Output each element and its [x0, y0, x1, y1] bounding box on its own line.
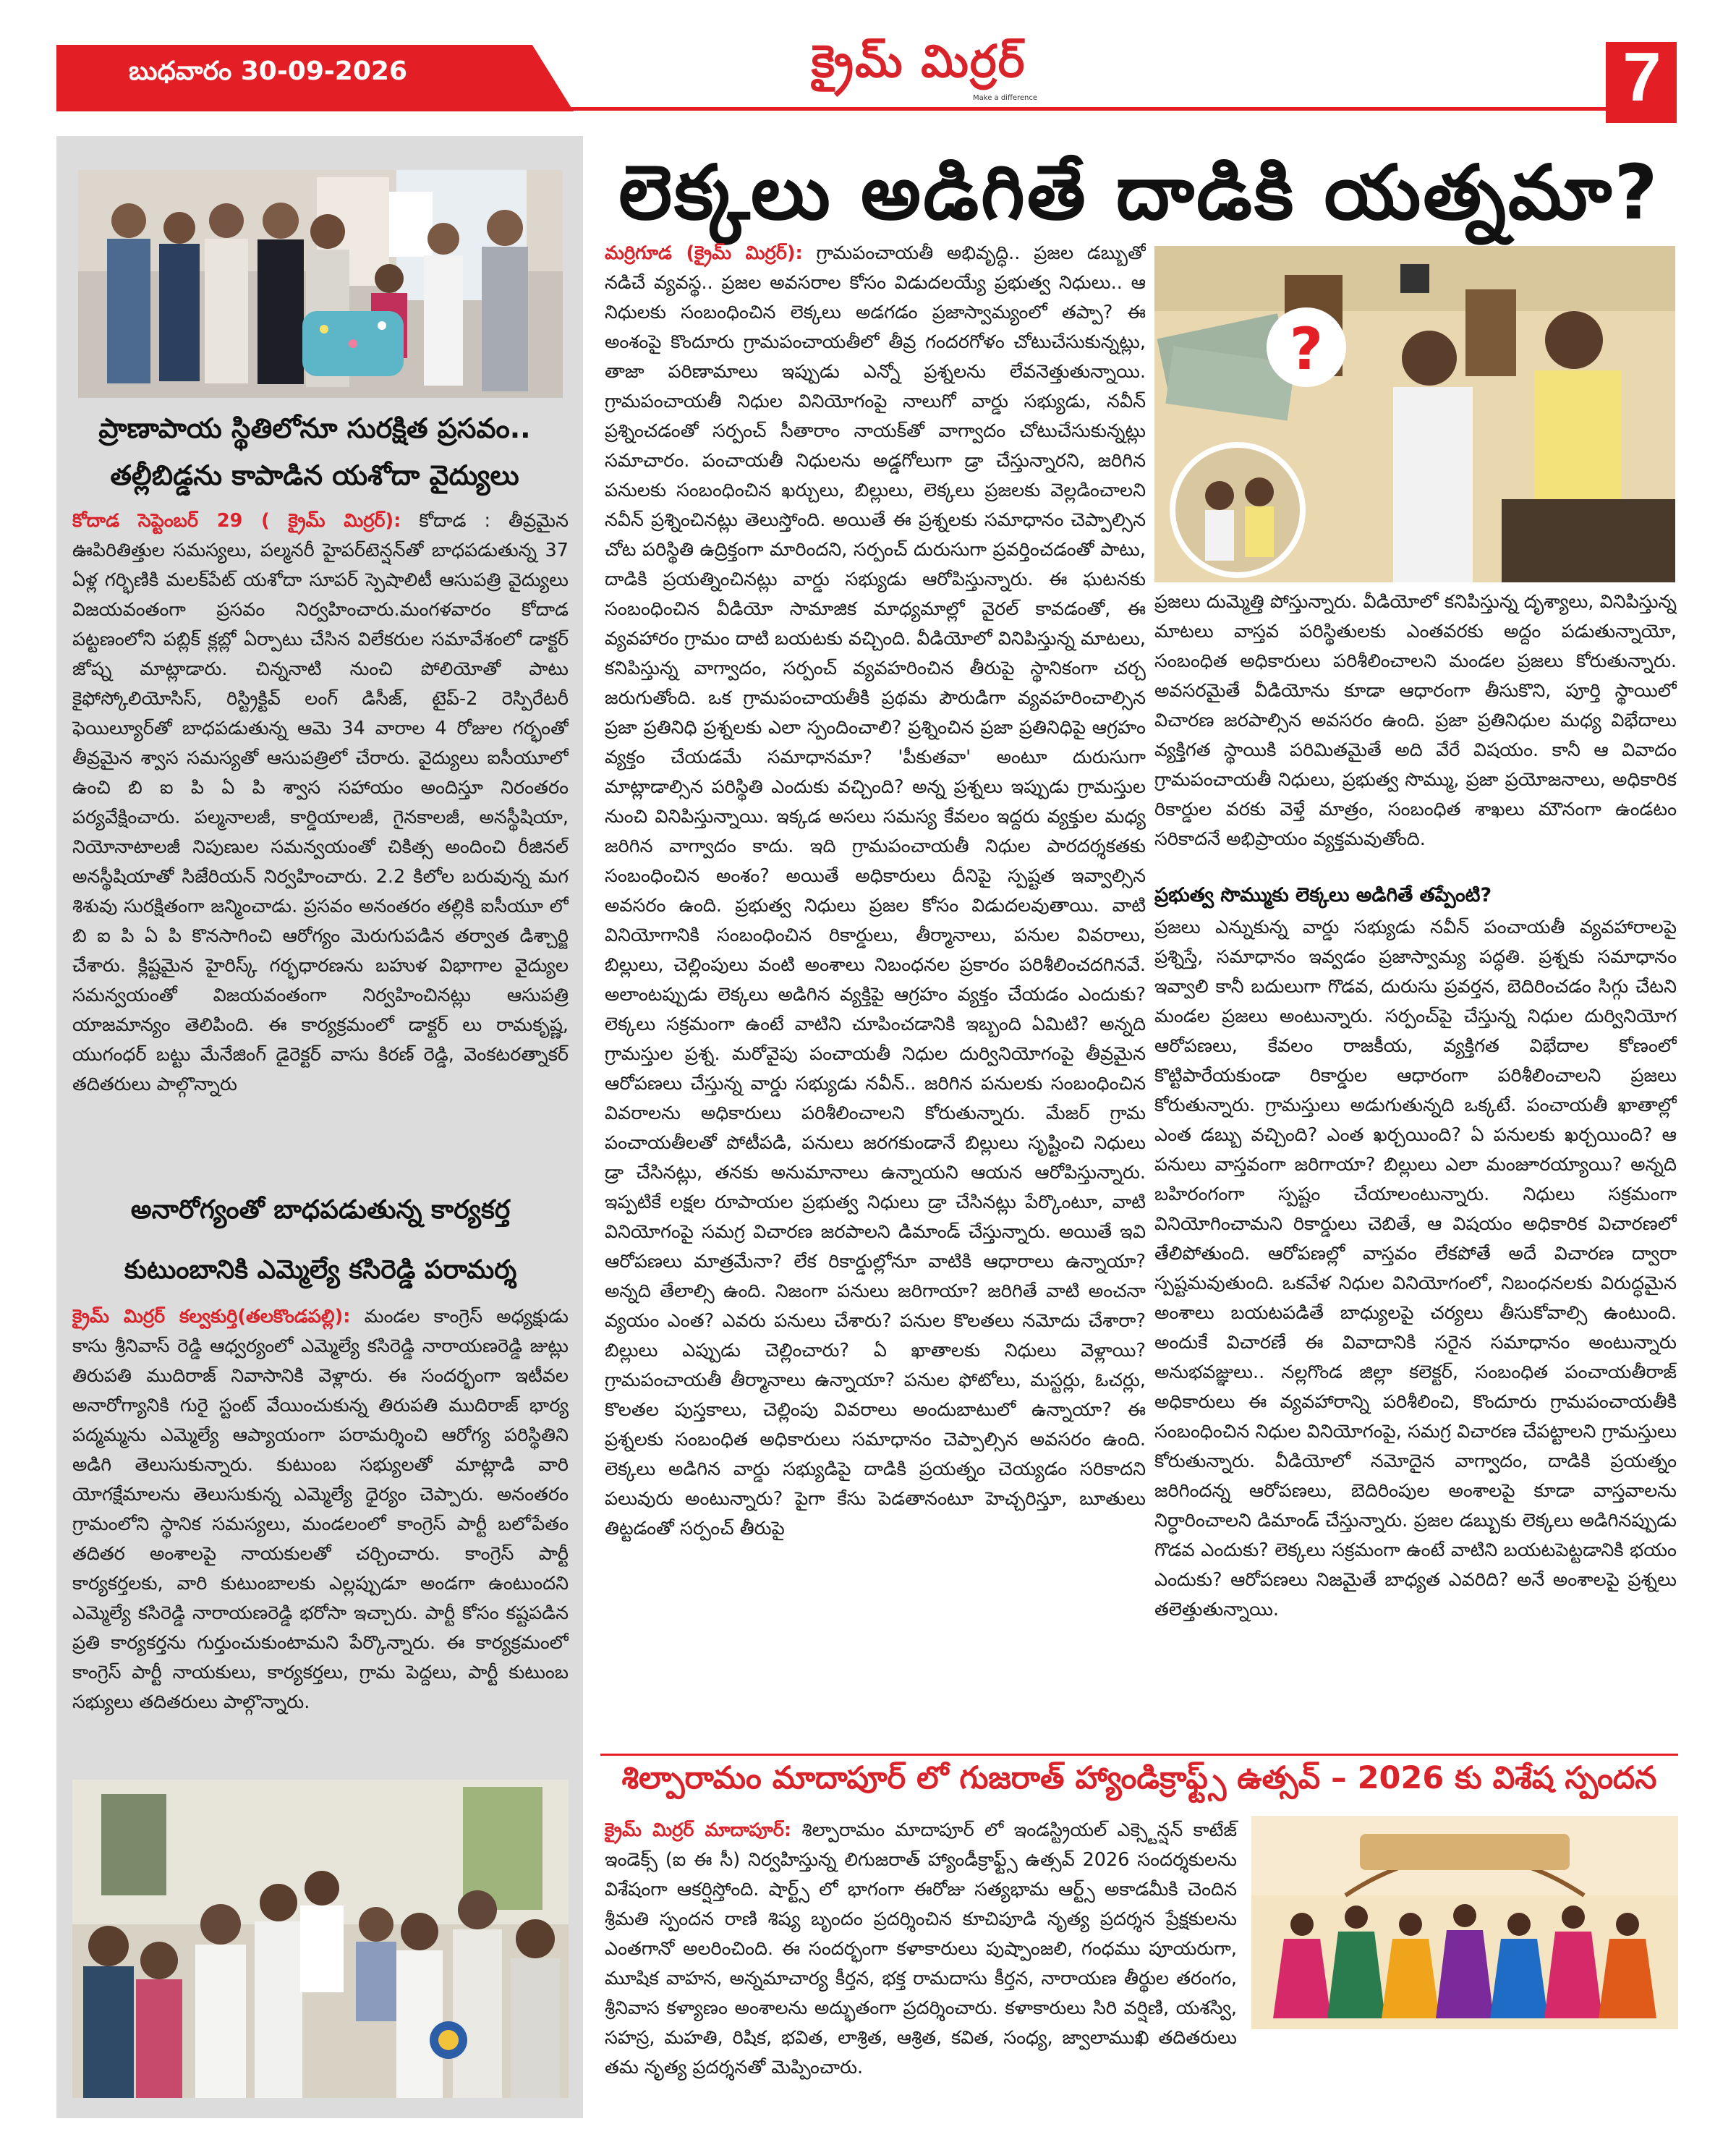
- page-number: 7: [1622, 38, 1661, 116]
- hospital-press-photo: [78, 170, 563, 398]
- logo-tagline: Make a difference: [973, 94, 1038, 102]
- story1-text: కోదాడ : తీవ్రమైన ఊపిరితిత్తుల సమస్యలు, పల్మనరీ హైపర్‌టెన్షన్‌తో బాధపడుతున్న 37 ఏళ్ల గర్భిణికి మలక్‌పేట్ యశోదా సూపర్ స్పెషాలిటీ ఆసుపత్రి వైద్యులు విజయవంతంగా ప్రసవం నిర్వహించారు.మంగళవారం కోదాడ పట్టణంలోని పబ్లిక్ క్లబ్లో ఏర్పాటు చేసిన విలేకరుల సమావేశంలో డాక్టర్ జోష్న మాట్లాడారు. చిన్ననాటి నుంచి పోలియోతో పాటు కైఫోస్కోలియోసిస్, రిస్ట్రిక్టివ్ లంగ్ డిసీజ్, టైప్-2 రెస్పిరేటరీ ఫెయిల్యూర్‌తో బాధపడుతున్న ఆమె 34 వారాల 4 రోజుల గర్భంతో తీవ్రమైన శ్వాస సమస్యతో ఆసుపత్రిలో చేరారు. వైద్యులు ఐసీయూలో ఉంచి బి ఐ పి ఏ పి శ్వాస సహాయం అందిస్తూ నిరంతరం పర్యవేక్షించారు. పల్మనాలజీ, కార్డియాలజీ, గైనకాలజీ, అనస్థీషియా, నియోనాటాలజీ నిపుణుల సమన్వయంతో చికిత్స అందించి రీజినల్ అనస్థీషియాతో సిజేరియన్ నిర్వహించారు. 2.2 కిలోల బరువున్న మగ శిశువు సురక్షితంగా జన్మించాడు. ప్రసవం అనంతరం తల్లికి ఐసీయూ లో బి ఐ పి ఏ పి కొనసాగించి ఆరోగ్యం మెరుగుపడిన తర్వాత డిశ్చార్జి చేశారు. క్లిష్టమైన హైరిస్క్ గర్భధారణను బహుళ విభాగాల వైద్యుల సమన్వయంతో విజయవంతంగా నిర్వహించినట్లు ఆసుపత్రి యాజమాన్యం తెలిపింది. ఈ కార్యక్రమంలో డాక్టర్ లు రామకృష్ణ, యుగంధర్ బట్టు మేనేజింగ్ డైరెక్టర్ వాసు కిరణ్ రెడ్డి, వెంకటరత్నాకర్ తదితరులు పాల్గొన్నారు: [72, 510, 569, 1095]
- main-story-col1: [605, 239, 1146, 1743]
- panchayat-dispute-photo: [1154, 246, 1675, 582]
- story2-dateline: క్రైమ్ మిర్రర్ కల్వకుర్తి(తలకొండపల్లి):: [72, 1306, 351, 1327]
- main-col2a-text: ప్రజలు దుమ్మెత్తి పోస్తున్నారు. వీడియోలో కనిపిస్తున్న దృశ్యాలు, వినిపిస్తున్న మాటలు వాస్తవ పరిస్థితులకు ఎంతవరకు అద్దం పడుతున్నాయో, సంబంధిత అధికారులు పరిశీలించాలని మండల ప్రజలు కోరుతున్నారు. అవసరమైతే వీడియోను కూడా ఆధారంగా తీసుకొని, పూర్తి స్థాయిలో విచారణ జరపాల్సిన అవసరం ఉంది. ప్రజా ప్రతినిధుల మధ్య విభేదాలు వ్యక్తిగత స్థాయికి పరిమితమైతే అది వేరే విషయం. కానీ ఆ వివాదం గ్రామపంచాయతీ నిధులు, ప్రభుత్వ సొమ్ము, ప్రజా ప్రయోజనాలు, అధికారిక రికార్డుల వరకు వెళ్తే మాత్రం, సంబంధిత శాఖలు మౌనంగా ఉండటం సరికాదనే అభిప్రాయం వ్యక్తమవుతోంది.: [1154, 591, 1677, 850]
- main-col1-text: గ్రామపంచాయతీ అభివృద్ధి.. ప్రజల డబ్బుతో నడిచే వ్యవస్థ.. ప్రజల అవసరాల కోసం విడుదలయ్యే ప్రభుత్వ నిధులు.. ఆ నిధులకు సంబంధించిన లెక్కలు అడగడం ప్రజాస్వామ్యంలో తప్పా? ఈ అంశంపై కొందూరు గ్రామపంచాయతీలో తీవ్ర గందరగోళం చోటుచేసుకున్నట్లు, తాజా పరిణామాలు ఇప్పుడు ఎన్నో ప్రశ్నలను లేవనెత్తుతున్నాయి. గ్రామపంచాయతీ నిధుల వినియోగంపై నాలుగో వార్డు సభ్యుడు, నవీన్ ప్రశ్నించడంతో సర్పంచ్ సీతారాం నాయక్‌తో వాగ్వాదం చోటుచేసుకున్నట్లు సమాచారం. పంచాయతీ నిధులను అడ్డగోలుగా డ్రా చేస్తున్నారని, జరిగిన పనులకు సంబంధించిన ఖర్చులు, బిల్లులు, లెక్కలు ప్రజలకు వెల్లడించాలని నవీన్ ప్రశ్నించినట్లు తెలుస్తోంది. అయితే ఈ ప్రశ్నలకు సమాధానం చెప్పాల్సిన చోట పరిస్థితి ఉద్రిక్తంగా మారిందని, సర్పంచ్ దురుసుగా ప్రవర్తించడంతో పాటు, దాడికి ప్రయత్నించినట్లు వార్డు సభ్యుడు ఆరోపిస్తున్నారు. ఈ ఘటనకు సంబంధించిన వీడియో సామాజిక మాధ్యమాల్లో వైరల్ కావడంతో, ఈ వ్యవహారం గ్రామం దాటి బయటకు వచ్చింది. వీడియోలో వినిపిస్తున్న మాటలు, కనిపిస్తున్న వాగ్వాదం, సర్పంచ్ వ్యవహరించిన తీరుపై స్థానికంగా చర్చ జరుగుతోంది. ఒక గ్రామపంచాయతీకి ప్రథమ పౌరుడిగా వ్యవహరించాల్సిన ప్రజా ప్రతినిధి ప్రశ్నలకు ఎలా స్పందించాలి? ప్రశ్నించిన ప్రజా ప్రతినిధిపై ఆగ్రహం వ్యక్తం చేయడమే సమాధానమా? 'పీకుతవా' అంటూ దురుసుగా మాట్లాడాల్సిన పరిస్థితి ఎందుకు వచ్చింది? అన్న ప్రశ్నలు ఇప్పుడు గ్రామస్తుల నుంచి వినిపిస్తున్నాయి. ఇక్కడ అసలు సమస్య కేవలం ఇద్దరు వ్యక్తుల మధ్య జరిగిన వాగ్వాదం కాదు. ఇది గ్రామపంచాయతీ నిధుల పారదర్శకతకు సంబంధించిన అంశం? అయితే అధికారులు దీనిపై స్పష్టత ఇవ్వాల్సిన అవసరం ఉంది. ప్రభుత్వ నిధులు ప్రజల కోసం విడుదలవుతాయి. వాటి వినియోగానికి సంబంధించిన రికార్డులు, తీర్మానాలు, పనుల వివరాలు, బిల్లులు, చెల్లింపులు వంటి అంశాలు నిబంధనల ప్రకారం పరిశీలించదగినవే. అలాంటప్పుడు లెక్కలు అడిగిన వ్యక్తిపై ఆగ్రహం వ్యక్తం చేయడం ఎందుకు? లెక్కలు సక్రమంగా ఉంటే వాటిని చూపించడానికి ఇబ్బంది ఏమిటి? అన్నది గ్రామస్తుల ప్రశ్న. మరోవైపు పంచాయతీ నిధుల దుర్వినియోగంపై తీవ్రమైన ఆరోపణలు చేస్తున్న వార్డు సభ్యుడు నవీన్.. జరిగిన పనులకు సంబంధించిన వివరాలను అధికారులు పరిశీలించాలని కోరుతున్నారు. మేజర్ గ్రామ పంచాయతీలతో పోటీపడి, పనులు జరగకుండానే బిల్లులు సృష్టించి నిధులు డ్రా చేసినట్లు, తనకు అనుమానాలు ఉన్నాయని ఆయన ఆరోపిస్తున్నారు. ఇప్పటికే లక్షల రూపాయల ప్రభుత్వ నిధులు డ్రా చేసినట్లు పేర్కొంటూ, వాటి వినియోగంపై సమగ్ర విచారణ జరపాలని డిమాండ్ చేస్తున్నారు. అయితే ఇవి ఆరోపణలు మాత్రమేనా? లేక రికార్డుల్లోనూ వాటికి ఆధారాలు ఉన్నాయా? అన్నది తేలాల్సి ఉంది. నిజంగా పనులు జరిగాయా? జరిగితే వాటి అంచనా వ్యయం ఎంత? ఎవరు పనులు చేశారు? పనుల కొలతలు నమోదు చేశారా? బిల్లులు ఎప్పుడు చెల్లించారు? ఏ ఖాతాలకు నిధులు వెళ్లాయి? గ్రామపంచాయతీ తీర్మానాలు ఉన్నాయా? పనుల ఫోటోలు, మస్టర్లు, ఓచర్లు, కొలతల పుస్తకాలు, చెల్లింపు వివరాలు అందుబాటులో ఉన్నాయా? ఈ ప్రశ్నలకు సంబంధిత అధికారులు సమాధానం చెప్పాల్సిన అవసరం ఉంది. లెక్కలు అడిగిన వార్డు సభ్యుడిపై దాడికి ప్రయత్నం చెయ్యడం సరికాదని పలువురు అంటున్నారు? పైగా కేసు పెడతానంటూ హెచ్చరిస్తూ, బూతులు తిట్టడంతో సర్పంచ్ తీరుపై: [605, 242, 1146, 1539]
- story2-body: [72, 1302, 569, 1747]
- dance-photo: [1251, 1816, 1678, 2029]
- main-story-col2a: [1154, 587, 1677, 877]
- story2-text: మండల కాంగ్రెస్ అధ్యక్షుడు కాసు శ్రీనివాస్ రెడ్డి ఆధ్వర్యంలో ఎమ్మెల్యే కసిరెడ్డి నారాయణరెడ్డి జుట్లు తిరుపతి ముదిరాజ్ నివాసానికి వెళ్లారు. ఈ సందర్భంగా ఇటీవల అనారోగ్యానికి గురై స్టంట్ వేయించుకున్న తిరుపతి ముదిరాజ్ భార్య పద్మమ్మను ఎమ్మెల్యే ఆప్యాయంగా పరామర్శించి ఆరోగ్య పరిస్థితిని అడిగి తెలుసుకున్నారు. కుటుంబ సభ్యులతో మాట్లాడి వారి యోగక్షేమాలను తెలుసుకున్న ఎమ్మెల్యే ధైర్యం చెప్పారు. అనంతరం గ్రామంలోని స్థానిక సమస్యలు, మండలంలో కాంగ్రెస్ పార్టీ బలోపేతం తదితర అంశాలపై నాయకులతో చర్చించారు. కాంగ్రెస్ పార్టీ కార్యకర్తలకు, వారి కుటుంబాలకు ఎల్లప్పుడూ అండగా ఉంటుందని ఎమ్మెల్యే కసిరెడ్డి నారాయణరెడ్డి భరోసా ఇచ్చారు. పార్టీ కోసం కష్టపడిన ప్రతి కార్యకర్తను గుర్తుంచుకుంటామని పేర్కొన్నారు. ఈ కార్యక్రమంలో కాంగ్రెస్ పార్టీ నాయకులు, కార్యకర్తలు, గ్రామ పెద్దలు, పార్టీ కుటుంబ సభ్యులు తదితరులు పాల్గొన్నారు.: [72, 1306, 569, 1713]
- story1-headline-line1: ప్రాణాపాయ స్థితిలోనూ సురక్షిత ప్రసవం..: [98, 412, 531, 444]
- masthead: [0, 0, 1736, 123]
- newspaper-logo: [788, 35, 1049, 100]
- story1-dateline: కోదాడ సెప్టెంబర్ 29 ( క్రైమ్ మిర్రర్):: [72, 510, 401, 532]
- logo-text: క్రైమ్ మిర్రర్: [811, 35, 1026, 88]
- bottom-text: శిల్పారామం మాదాపూర్ లో ఇండస్ట్రియల్ ఎక్స్టెన్షన్ కాటేజ్ ఇండెక్స్ (ఐ ఈ సీ) నిర్వహిస్తున్న లిగుజరాత్ హ్యాండీక్రాఫ్ట్స్ ఉత్సవ్ 2026 సందర్శకులను విశేషంగా ఆకర్షిస్తోంది. షార్ట్స్ లో భాగంగా ఈరోజు సత్యభామ ఆర్ట్స్ అకాడమీకి చెందిన శ్రీమతి స్పందన రాణి శిష్య బృందం ప్రదర్శించిన కూచిపూడి నృత్య ప్రదర్శన ప్రేక్షకులను ఎంతగానో అలరించింది. ఈ సందర్భంగా కళాకారులు పుష్పాంజలి, గంధము పూయరుగా, మూషిక వాహన, అన్నమాచార్య కీర్తన, భక్త రామదాసు కీర్తన, నారాయణ తీర్థుల తరంగం, శ్రీనివాస కళ్యాణం అంశాలను అద్భుతంగా ప్రదర్శించారు. కళాకారులు సిరి వర్షిణి, యశస్వి, సహస్ర, మహతి, రిషిక, భవిత, లాశ్రిత, ఆశ్రిత, కవిత, సంధ్య, జ్వాలాముఖి తదితరులు తమ నృత్య ప్రదర్శనతో మెప్పించారు.: [605, 1819, 1238, 2078]
- main-dateline: మర్రిగూడ (క్రైమ్ మిర్రర్):: [605, 242, 803, 264]
- main-headline: లెక్కలు అడిగితే దాడికి యత్నమా?: [618, 148, 1660, 237]
- bottom-dateline: క్రైమ్ మిర్రర్ మాదాపూర్:: [605, 1819, 792, 1841]
- main-subheading: ప్రభుత్వ సొమ్ముకు లెక్కలు అడిగితే తప్పేంటి?: [1154, 884, 1492, 906]
- bottom-headline: శిల్పారామం మాదాపూర్ లో గుజరాత్ హ్యాండిక్రాఫ్ట్స్ ఉత్సవ్ – 2026 కు విశేష స్పందన: [621, 1760, 1657, 1796]
- bottom-story-body: [605, 1816, 1678, 2105]
- main-col2b-text: ప్రజలు ఎన్నుకున్న వార్డు సభ్యుడు నవీన్ పంచాయతీ వ్యవహారాలపై ప్రశ్నిస్తే, సమాధానం ఇవ్వడం ప్రజాస్వామ్య పద్ధతి. ప్రశ్నకు సమాధానం ఇవ్వాలి కానీ బదులుగా గొడవ, దురుసు ప్రవర్తన, బెదిరించడం సిగ్గు చేటని మండల ప్రజలు అంటున్నారు. సర్పంచ్‌పై చేస్తున్న నిధుల దుర్వినియోగ ఆరోపణలు, కేవలం రాజకీయ, వ్యక్తిగత విభేదాల కోణంలో కొట్టిపారేయకుండా రికార్డుల ఆధారంగా పరిశీలించాలని ప్రజలు కోరుతున్నారు. గ్రామస్తులు అడుగుతున్నది ఒక్కటే. పంచాయతీ ఖాతాల్లో ఎంత డబ్బు వచ్చింది? ఎంత ఖర్చయింది? ఏ పనులకు ఖర్చయింది? ఆ పనులు వాస్తవంగా జరిగాయా? బిల్లులు ఎలా మంజూరయ్యాయి? అన్నది బహిరంగంగా స్పష్టం చేయాలంటున్నారు. నిధులు సక్రమంగా వినియోగించామని రికార్డులు చెబితే, ఆ విషయం అధికారిక విచారణలో తేలిపోతుంది. ఆరోపణల్లో వాస్తవం లేకపోతే అదే విచారణ ద్వారా స్పష్టమవుతుంది. ఒకవేళ నిధుల వినియోగంలో, నిబంధనలకు విరుద్ధమైన అంశాలు బయటపడితే బాధ్యులపై చర్యలు తీసుకోవాల్సి ఉంటుంది. అందుకే విచారణే ఈ వివాదానికి సరైన సమాధానం అంటున్నారు అనుభవజ్ఞులు.. నల్లగొండ జిల్లా కలెక్టర్, సంబంధిత పంచాయతీరాజ్ అధికారులు ఈ వ్యవహారాన్ని పరిశీలించి, కొందూరు గ్రామపంచాయతీకి సంబంధించిన నిధుల వినియోగంపై, సమగ్ర విచారణ చేపట్టాలని గ్రామస్తులు కోరుతున్నారు. వీడియోలో నమోదైన వాగ్వాదం, దాడికి ప్రయత్నం జరిగిందన్న ఆరోపణలు, బెదిరింపుల అంశాలపై కూడా వాస్తవాలను నిర్ధారించాలని డిమాండ్ చేస్తున్నారు. ప్రజల డబ్బుకు లెక్కలు అడిగినప్పుడు గొడవ ఎందుకు? లెక్కలు సక్రమంగా ఉంటే వాటిని బయటపెట్టడానికి భయం ఎందుకు? ఆరోపణలు నిజమైతే బాధ్యత ఎవరిది? అనే అంశాలపై ప్రశ్నలు తలెత్తుతున్నాయి.: [1154, 917, 1677, 1620]
- issue-date: బుధవారం 30-09-2026: [129, 56, 408, 86]
- story2-headline-line2: కుటుంబానికి ఎమ్మెల్యే కసిరెడ్డి పరామర్శ: [124, 1255, 517, 1285]
- mla-visit-photo: [72, 1780, 569, 2098]
- story1-body: [72, 506, 569, 1179]
- svg-text:?: ?: [1289, 315, 1324, 383]
- bottom-story-rule: [600, 1754, 1678, 1756]
- main-story-col2b: [1154, 913, 1677, 1745]
- header-rule: [571, 107, 1606, 111]
- story1-headline-line2: తల్లీబిడ్డను కాపాడిన యశోదా వైద్యులు: [110, 459, 519, 491]
- story2-headline-line1: అనారోగ్యంతో బాధపడుతున్న కార్యకర్త: [130, 1195, 511, 1225]
